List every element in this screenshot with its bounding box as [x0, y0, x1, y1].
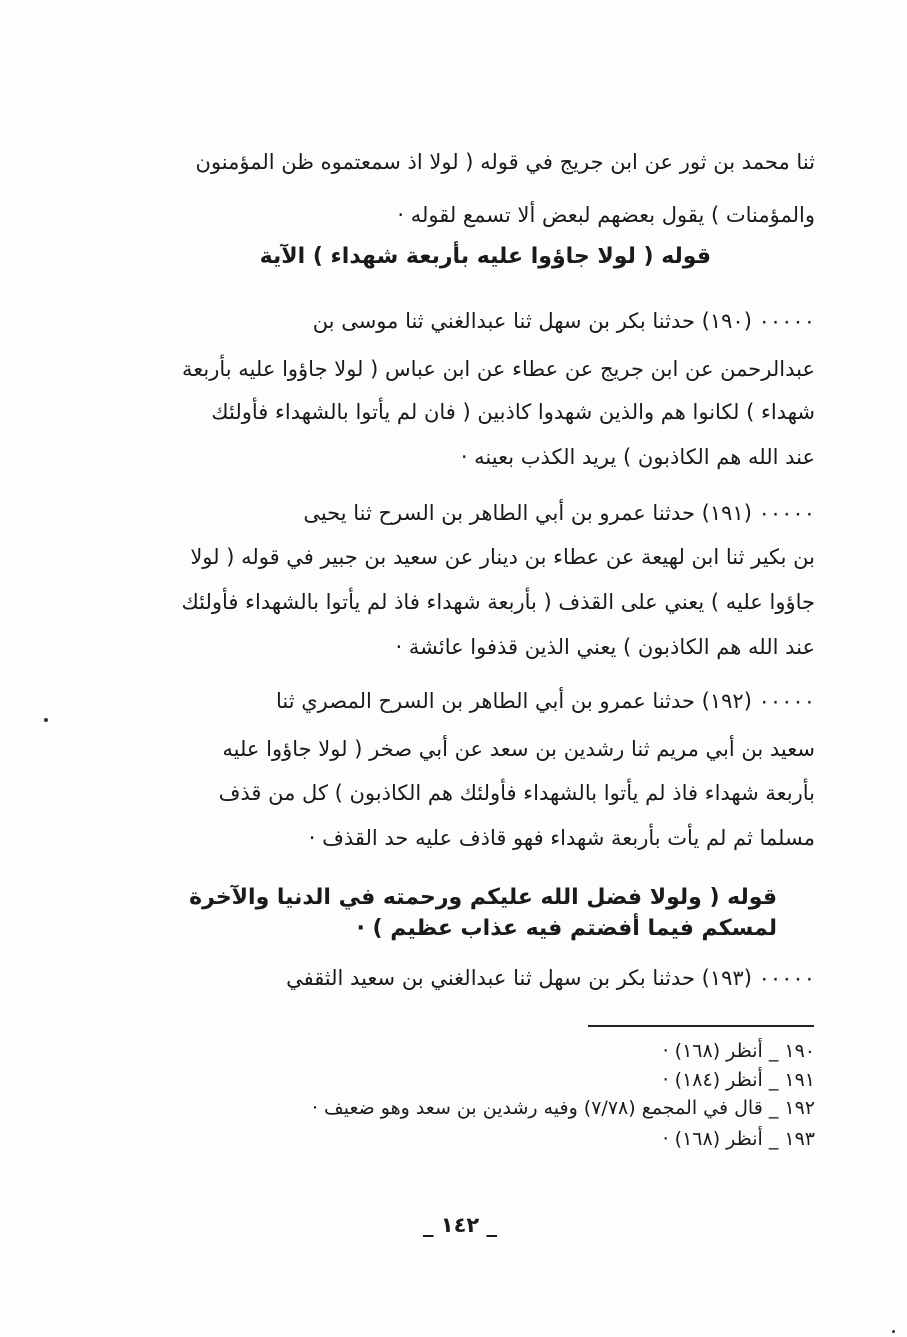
text-line: عبدالرحمن عن ابن جريج عن عطاء عن ابن عباس ( لولا جاؤوا عليه بأربعة: [182, 357, 815, 381]
footnote: ١٩١ _ أنظر (١٨٤) ·: [662, 1069, 815, 1091]
footnote: ١٩٣ _ أنظر (١٦٨) ·: [662, 1128, 815, 1150]
footnote-rule: [588, 1025, 814, 1027]
section-heading: قوله ( لولا جاؤوا عليه بأربعة شهداء ) الآية: [259, 244, 711, 269]
text-line: مسلما ثم لم يأت بأربعة شهداء فهو قاذف عليه حد القذف ·: [308, 826, 815, 850]
text-line: والمؤمنات ) يقول بعضهم لبعض ألا تسمع لقوله ·: [397, 203, 815, 227]
text-line: بأربعة شهداء فاذ لم يأتوا بالشهداء فأولئك هم الكاذبون ) كل من قذف: [218, 781, 815, 805]
scan-speck: [892, 1330, 895, 1333]
footnote: ١٩٢ _ قال في المجمع (٧/٧٨) وفيه رشدين بن سعد وهو ضعيف ·: [311, 1097, 815, 1119]
text-line: عند الله هم الكاذبون ) يريد الكذب بعينه ·: [460, 445, 815, 469]
text-line: سعيد بن أبي مريم ثنا رشدين بن سعد عن أبي صخر ( لولا جاؤوا عليه: [222, 737, 815, 761]
text-line: ٠٠٠٠٠ (١٩٢) حدثنا عمرو بن أبي الطاهر بن السرح المصري ثنا: [275, 689, 815, 713]
text-line: ٠٠٠٠٠ (١٩٠) حدثنا بكر بن سهل ثنا عبدالغني ثنا موسى بن: [312, 309, 815, 333]
text-line: بن بكير ثنا ابن لهيعة عن عطاء بن دينار عن سعيد بن جبير في قوله ( لولا: [190, 545, 815, 569]
page-number: _ ١٤٢ _: [422, 1213, 498, 1237]
section-heading: لمسكم فيما أفضتم فيه عذاب عظيم ) ·: [356, 916, 777, 941]
footnote: ١٩٠ _ أنظر (١٦٨) ·: [662, 1040, 815, 1062]
text-line: ٠٠٠٠٠ (١٩٣) حدثنا بكر بن سهل ثنا عبدالغني بن سعيد الثقفي: [286, 966, 815, 990]
text-line: ٠٠٠٠٠ (١٩١) حدثنا عمرو بن أبي الطاهر بن السرح ثنا يحيى: [303, 501, 815, 525]
text-line: ثنا محمد بن ثور عن ابن جريج في قوله ( لولا اذ سمعتموه ظن المؤمنون: [195, 150, 815, 174]
text-line: عند الله هم الكاذبون ) يعني الذين قذفوا عائشة ·: [395, 635, 815, 659]
section-heading: قوله ( ولولا فضل الله عليكم ورحمته في الدنيا والآخرة: [189, 885, 777, 910]
text-line: جاؤوا عليه ) يعني على القذف ( بأربعة شهداء فاذ لم يأتوا بالشهداء فأولئك: [181, 590, 815, 614]
text-line: شهداء ) لكانوا هم والذين شهدوا كاذبين ( فان لم يأتوا بالشهداء فأولئك: [211, 400, 815, 424]
scan-speck: [44, 718, 48, 722]
